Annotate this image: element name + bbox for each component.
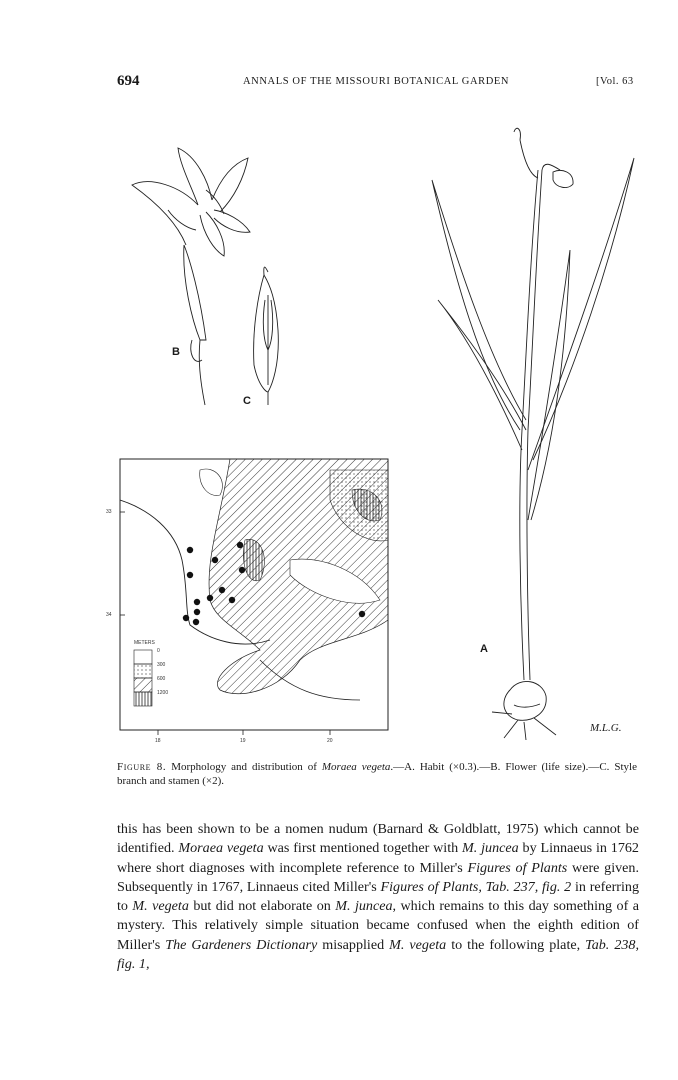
reference-title: Figures of Plants xyxy=(467,859,568,876)
legend-title: METERS xyxy=(134,640,155,646)
legend-value: 0 xyxy=(157,648,160,654)
text-run: in referring to xyxy=(117,878,639,915)
caption-species: Moraea vegeta xyxy=(321,761,391,773)
flower-drawing-b xyxy=(132,148,250,405)
text-run: by Linnaeus in 1762 where short diagnoses with incomplete reference to Miller's xyxy=(117,840,639,876)
lon-tick-18: 18 xyxy=(155,738,161,744)
legend-value: 300 xyxy=(157,662,166,668)
map-legend xyxy=(134,650,152,706)
volume-label: [Vol. 63 xyxy=(596,76,634,87)
legend-value: 600 xyxy=(157,676,166,682)
text-run: this has been shown to be a nomen nudum (Barnard & Goldblatt, 1975) which cannot be identified. xyxy=(117,821,639,857)
reference-title: Figures of Plants, Tab. 237, fig. 2 xyxy=(380,878,572,895)
lat-tick-34: 34 xyxy=(106,612,112,618)
text-run: was first mentioned together with xyxy=(267,840,459,857)
species-name: M. vegeta xyxy=(389,936,447,953)
species-name: M. juncea xyxy=(462,840,519,857)
stamen-drawing-c xyxy=(254,267,279,405)
body-text xyxy=(117,820,639,974)
legend-value: 1200 xyxy=(157,690,169,696)
lon-tick-19: 19 xyxy=(240,738,246,744)
body-paragraph xyxy=(117,820,639,974)
figure-label: Figure 8. xyxy=(117,761,167,773)
lat-tick-33: 33 xyxy=(106,509,112,515)
species-name: M. juncea xyxy=(335,898,393,915)
label-b: B xyxy=(172,346,180,358)
reference-title: Tab. 238, fig. 1, xyxy=(117,936,639,973)
running-title: ANNALS OF THE MISSOURI BOTANICAL GARDEN xyxy=(243,76,510,87)
habit-drawing-a xyxy=(432,128,634,740)
caption-text: Morphology and distribution of xyxy=(171,761,317,773)
text-run: but did not elaborate on xyxy=(193,898,331,915)
text-run: misapplied xyxy=(322,936,385,953)
text-run: were given. Subsequently in 1767, Linnaeus cited Miller's xyxy=(117,859,639,895)
lon-tick-20: 20 xyxy=(327,738,333,744)
label-c: C xyxy=(243,395,251,407)
label-a: A xyxy=(480,643,488,655)
text-run: , which remains to this day something of a mystery. This relatively simple situation became confused when the eighth edition of Miller's xyxy=(117,898,639,953)
page-number: 694 xyxy=(117,73,140,89)
artist-initials: M.L.G. xyxy=(590,722,622,734)
caption-text: .—A. Habit (×0.3).—B. Flower (life size).—C. Style branch and stamen (×2). xyxy=(117,761,637,787)
reference-title: The Gardeners Dictionary xyxy=(165,936,318,953)
species-name: M. vegeta xyxy=(132,898,189,915)
text-run: to the following plate, xyxy=(451,936,581,953)
figure-caption xyxy=(117,760,637,788)
species-name: Moraea vegeta xyxy=(178,840,264,857)
